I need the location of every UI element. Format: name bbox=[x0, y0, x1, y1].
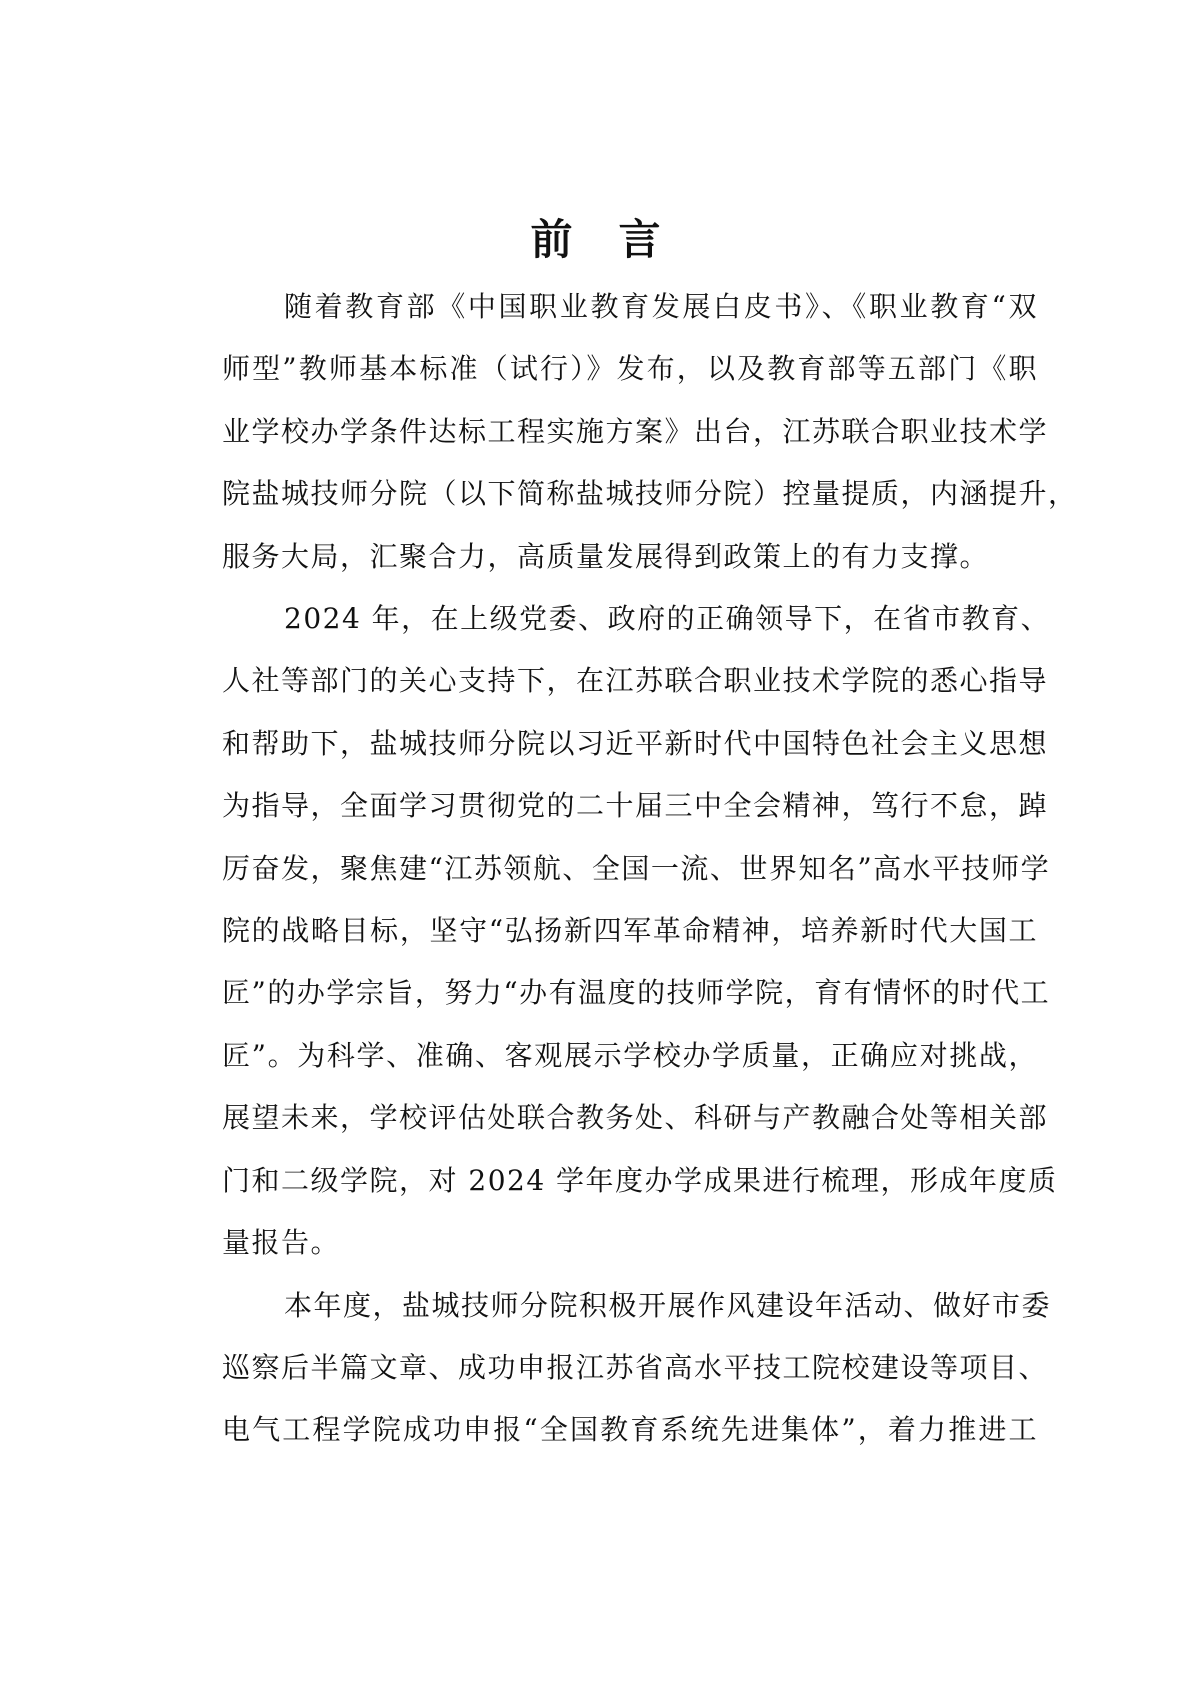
paragraph-3 bbox=[160, 1275, 1052, 1462]
text-line: 和帮助下，盐城技师分院以习近平新时代中国特色社会主义思想 bbox=[222, 726, 1049, 760]
text-line: 人社等部门的关心支持下，在江苏联合职业技术学院的悉心指导 bbox=[222, 664, 1049, 698]
text-line: 匠”的办学宗旨，努力“办有温度的技师学院，育有情怀的时代工 bbox=[222, 976, 1051, 1010]
paragraph-1 bbox=[160, 276, 1078, 588]
text-line: 2024 年，在上级党委、政府的正确领导下，在省市教育、 bbox=[284, 602, 1051, 636]
text-line: 本年度，盐城技师分院积极开展作风建设年活动、做好市委 bbox=[284, 1288, 1052, 1322]
text-line: 厉奋发，聚焦建“江苏领航、全国一流、世界知名”高水平技师学 bbox=[222, 851, 1051, 885]
text-line: 随着教育部《中国职业教育发展白皮书》、《职业教育“双 bbox=[284, 290, 1038, 323]
text-line: 院盐城技师分院（以下简称盐城技师分院）控量提质，内涵提升， bbox=[222, 477, 1078, 511]
text-line: 院的战略目标，坚守“弘扬新四军革命精神，培养新时代大国工 bbox=[222, 914, 1038, 948]
text-line: 为指导，全面学习贯彻党的二十届三中全会精神，笃行不怠，踔 bbox=[222, 789, 1049, 823]
paragraph-2 bbox=[160, 588, 1058, 1274]
text-line: 巡察后半篇文章、成功申报江苏省高水平技工院校建设等项目、 bbox=[222, 1350, 1049, 1384]
text-line: 量报告。 bbox=[222, 1226, 341, 1260]
text-line: 门和二级学院，对 2024 学年度办学成果进行梳理，形成年度质 bbox=[222, 1163, 1058, 1197]
text-line: 展望未来，学校评估处联合教务处、科研与产教融合处等相关部 bbox=[222, 1101, 1049, 1135]
text-line: 电气工程学院成功申报“全国教育系统先进集体”，着力推进工 bbox=[222, 1413, 1038, 1447]
text-line: 师型”教师基本标准（试行）》发布，以及教育部等五部门《职 bbox=[222, 352, 1038, 386]
text-line: 服务大局，汇聚合力，高质量发展得到政策上的有力支撑。 bbox=[222, 539, 990, 573]
document-body bbox=[160, 276, 1078, 1462]
text-line: 业学校办学条件达标工程实施方案》出台，江苏联合职业技术学 bbox=[222, 414, 1049, 448]
text-line: 匠”。为科学、准确、客观展示学校办学质量，正确应对挑战， bbox=[222, 1038, 1038, 1072]
page-title: 前言 bbox=[530, 215, 707, 264]
